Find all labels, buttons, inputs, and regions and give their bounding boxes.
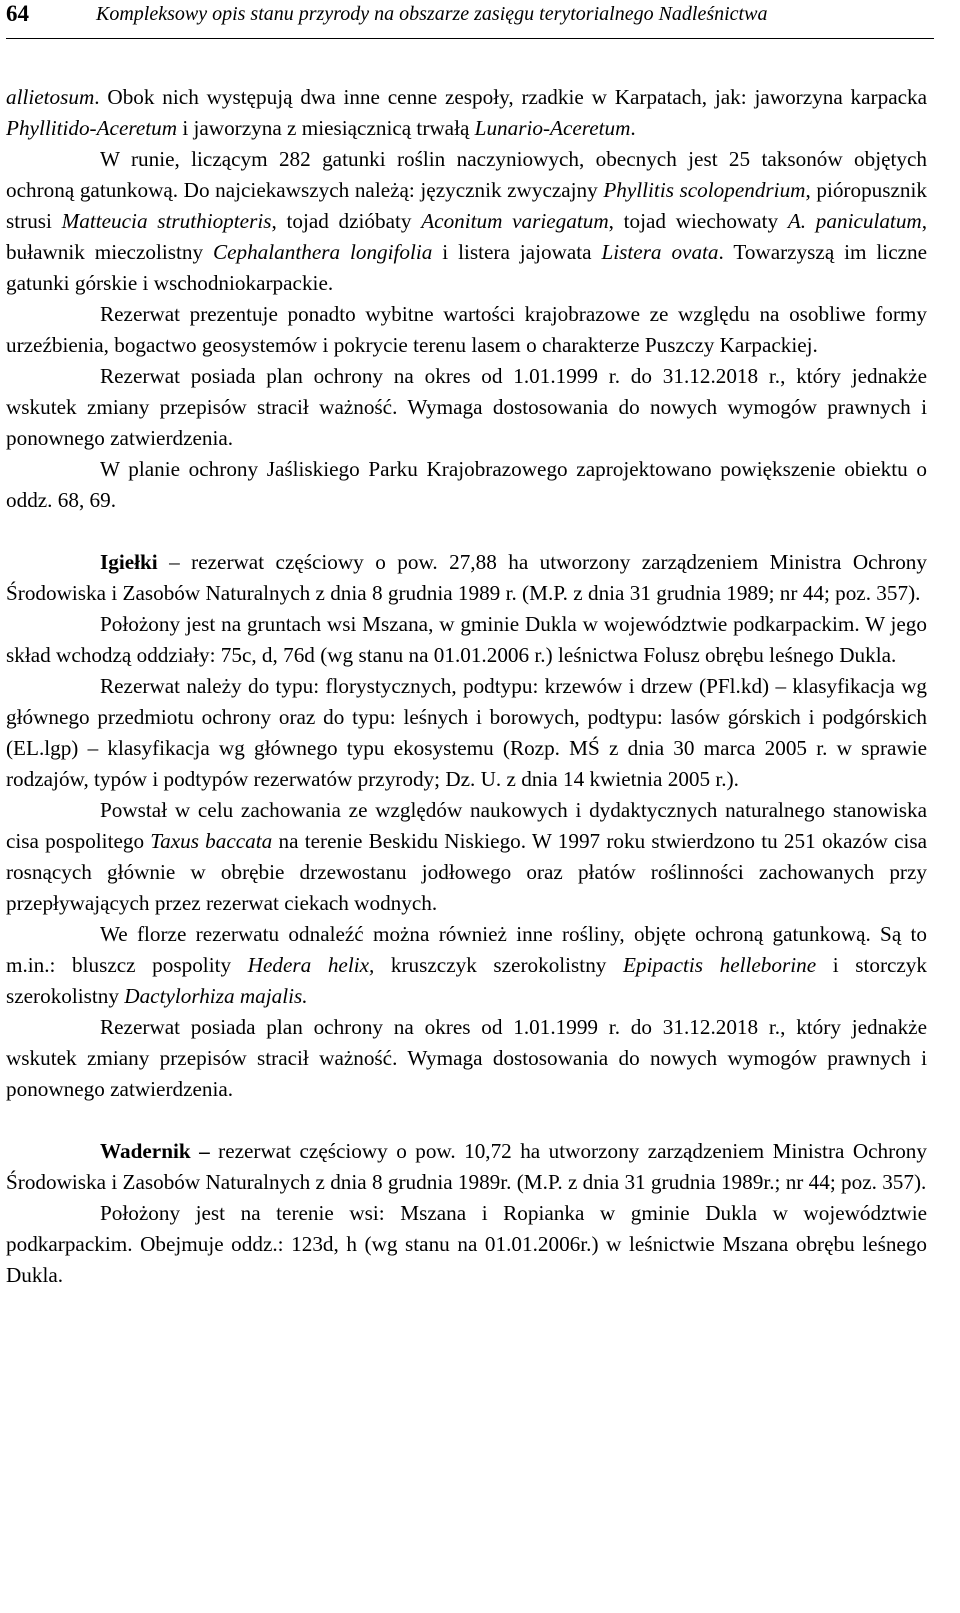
- species-name: Aconitum variegatum: [421, 209, 609, 233]
- page-number: 64: [6, 1, 29, 26]
- species-name: Phyllitis scolopendrium: [603, 178, 806, 202]
- species-name: Lunario-Aceretum: [474, 116, 631, 140]
- paragraph-igielki-purpose: Powstał w celu zachowania ze względów naukowych i dydaktycznych naturalnego stanowiska cisa pospolitego Taxus baccata na terenie Beskidu Niskiego. W 1997 roku stwierdzono tu 251 okazów cisa rosnących głównie w obrębie drzewostanu jodłowego oraz płatów roślinności zachowanych przy przepływających przez rezerwat ciekach wodnych.: [6, 798, 928, 915]
- paragraph-wadernik-intro: Wadernik – rezerwat częściowy o pow. 10,72 ha utworzony zarządzeniem Ministra Ochrony Środowiska i Zasobów Naturalnych z dnia 8 grudnia 1989r. (M.P. z dnia 31 grudnia 1989r.; nr 44; poz. 357).: [6, 1139, 927, 1194]
- species-name: Epipactis helleborine: [622, 953, 817, 977]
- species-name: Hedera helix,: [247, 953, 375, 977]
- reserve-name-wadernik: Wadernik –: [100, 1139, 210, 1163]
- paragraph-landscape: Rezerwat prezentuje ponadto wybitne wartości krajobrazowe ze względu na osobliwe formy urzeźbienia, bogactwo geosystemów i pokrycie terenu lasem o charakterze Puszczy Karpackiej.: [6, 302, 927, 357]
- page-header: [6, 0, 934, 39]
- species-name: Dactylorhiza majalis.: [124, 984, 308, 1008]
- paragraph-undergrowth: W runie, liczącym 282 gatunki roślin naczyniowych, obecnych jest 25 taksonów objętych ochroną gatunkową. Do najciekawszych należą: języcznik zwyczajny Phyllitis scolopendrium, pióropusznik strusi Matteucia struthiopteris, tojad dzióbaty Aconitum variegatum, tojad wiechowaty A. paniculatum, buławnik mieczolistny Cephalanthera longifolia i listera jajowata Listera ovata. Towarzyszą im liczne gatunki górskie i wschodniokarpackie.: [6, 147, 928, 295]
- species-name: A. paniculatum: [787, 209, 922, 233]
- species-name: Taxus baccata: [150, 829, 273, 853]
- paragraph-igielki-intro: Igiełki – rezerwat częściowy o pow. 27,88 ha utworzony zarządzeniem Ministra Ochrony Środowiska i Zasobów Naturalnych z dnia 8 grudnia 1989 r. (M.P. z dnia 31 grudnia 1989; nr 44; poz. 357).: [6, 550, 927, 605]
- body-text: [6, 82, 927, 1291]
- reserve-name-igielki: Igiełki: [100, 550, 158, 574]
- paragraph-igielki-plan: Rezerwat posiada plan ochrony na okres od 1.01.1999 r. do 31.12.2018 r., który jednakże wskutek zmiany przepisów stracił ważność. Wymaga dostosowania do nowych wymogów prawnych i ponownego zatwierdzenia.: [6, 1015, 927, 1101]
- running-title: Kompleksowy opis stanu przyrody na obszarze zasięgu terytorialnego Nadleśnictwa: [96, 3, 768, 25]
- paragraph-igielki-location: Położony jest na gruntach wsi Mszana, w gminie Dukla w województwie podkarpackim. W jego skład wchodzą oddziały: 75c, d, 76d (wg stanu na 01.01.2006 r.) leśnictwa Folusz obrębu leśnego Dukla.: [6, 612, 927, 667]
- paragraph-wadernik-location: Położony jest na terenie wsi: Mszana i Ropianka w gminie Dukla w województwie podkarpackim. Obejmuje oddz.: 123d, h (wg stanu na 01.01.2006r.) w leśnictwie Mszana obrębu leśnego Dukla.: [6, 1201, 927, 1287]
- species-name: Cephalanthera longifolia: [212, 240, 433, 264]
- paragraph-park-plan: W planie ochrony Jaśliskiego Parku Krajobrazowego zaprojektowano powiększenie obiektu o oddz. 68, 69.: [6, 457, 927, 512]
- species-name: Listera ovata: [601, 240, 719, 264]
- species-name: Phyllitido-Aceretum: [6, 116, 178, 140]
- paragraph-igielki-flora: We florze rezerwatu odnaleźć można również inne rośliny, objęte ochroną gatunkową. Są to m.in.: bluszcz pospolity Hedera helix, kruszczyk szerokolistny Epipactis helleborine i storczyk szerokolistny Dactylorhiza majalis.: [6, 922, 927, 1008]
- species-name: allietosum: [6, 85, 95, 109]
- paragraph-protection-plan: Rezerwat posiada plan ochrony na okres od 1.01.1999 r. do 31.12.2018 r., który jednakże wskutek zmiany przepisów stracił ważność. Wymaga dostosowania do nowych wymogów prawnych i ponownego zatwierdzenia.: [6, 364, 927, 450]
- paragraph-continuation: allietosum. Obok nich występują dwa inne cenne zespoły, rzadkie w Karpatach, jak: jaworzyna karpacka Phyllitido-Aceretum i jaworzyna z miesiącznicą trwałą Lunario-Aceretum.: [6, 85, 927, 140]
- species-name: Matteucia struthiopteris: [61, 209, 272, 233]
- paragraph-igielki-type: Rezerwat należy do typu: florystycznych, podtypu: krzewów i drzew (PFl.kd) – klasyfikacja wg głównego przedmiotu ochrony oraz do typu: leśnych i borowych, podtypu: lasów górskich i podgórskich (EL.lgp) – klasyfikacja wg głównego typu ekosystemu (Rozp. MŚ z dnia 30 marca 2005 r. w sprawie rodzajów, typów i podtypów rezerwatów przyrody; Dz. U. z dnia 14 kwietnia 2005 r.).: [6, 674, 927, 791]
